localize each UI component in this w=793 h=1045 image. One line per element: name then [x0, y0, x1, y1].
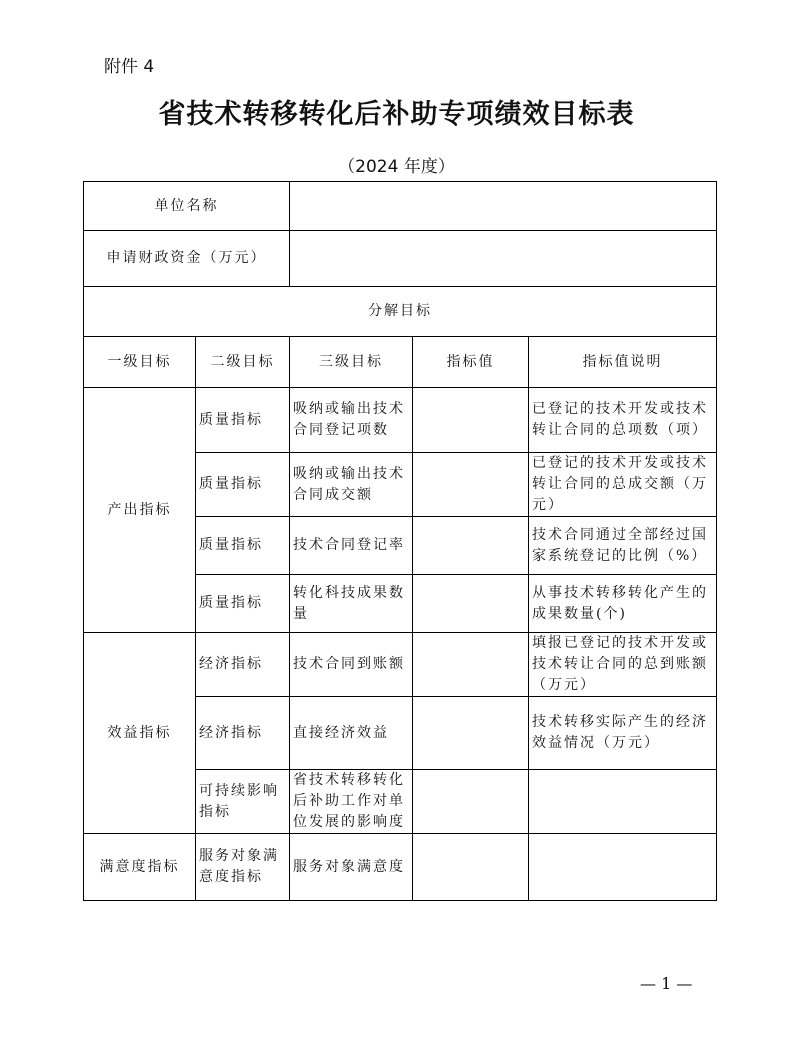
level3-cell: 技术合同登记率: [290, 517, 413, 575]
description-cell: 填报已登记的技术开发或技术转让合同的总到账额（万元）: [529, 633, 717, 697]
description-cell: 已登记的技术开发或技术转让合同的总项数（项）: [529, 388, 717, 453]
level2-cell: 质量指标: [196, 517, 290, 575]
level3-cell: 吸纳或输出技术合同成交额: [290, 453, 413, 517]
year-subtitle: （2024 年度）: [338, 157, 455, 177]
unit-name-row: [84, 182, 717, 231]
level2-cell: 质量指标: [196, 388, 290, 453]
column-header: 三级目标: [290, 337, 413, 388]
level3-cell: 省技术转移转化后补助工作对单位发展的影响度: [290, 770, 413, 834]
table-row: [84, 388, 717, 453]
column-header: 指标值: [413, 337, 529, 388]
level1-cell: 产出指标: [84, 388, 196, 633]
description-cell: 已登记的技术开发或技术转让合同的总成交额（万元）: [529, 453, 717, 517]
target-value-cell[interactable]: [413, 453, 529, 517]
table-row: [84, 633, 717, 697]
funds-label: 申请财政资金（万元）: [84, 231, 290, 287]
level2-cell: 质量指标: [196, 575, 290, 633]
performance-target-table: [83, 181, 717, 901]
target-value-cell[interactable]: [413, 834, 529, 901]
level1-cell: 效益指标: [84, 633, 196, 834]
target-value-cell[interactable]: [413, 633, 529, 697]
level2-cell: 质量指标: [196, 453, 290, 517]
level2-cell: 可持续影响指标: [196, 770, 290, 834]
level2-cell: 经济指标: [196, 633, 290, 697]
unit-name-field[interactable]: [290, 182, 717, 231]
column-header: 指标值说明: [529, 337, 717, 388]
column-header: 一级目标: [84, 337, 196, 388]
attachment-label: 附件 4: [104, 57, 155, 77]
description-cell: 技术转移实际产生的经济效益情况（万元）: [529, 697, 717, 770]
level2-cell: 经济指标: [196, 697, 290, 770]
level3-cell: 转化科技成果数量: [290, 575, 413, 633]
table-row: [84, 834, 717, 901]
page-title: 省技术转移转化后补助专项绩效目标表: [158, 99, 635, 130]
target-value-cell[interactable]: [413, 517, 529, 575]
section-header: 分解目标: [84, 287, 717, 337]
funds-row: [84, 231, 717, 287]
funds-field[interactable]: [290, 231, 717, 287]
section-header-row: [84, 287, 717, 337]
level2-cell: 服务对象满意度指标: [196, 834, 290, 901]
level1-cell: 满意度指标: [84, 834, 196, 901]
level3-cell: 直接经济效益: [290, 697, 413, 770]
target-value-cell[interactable]: [413, 575, 529, 633]
description-cell: 技术合同通过全部经过国家系统登记的比例（%）: [529, 517, 717, 575]
column-header-row: [84, 337, 717, 388]
level3-cell: 服务对象满意度: [290, 834, 413, 901]
description-cell[interactable]: [529, 770, 717, 834]
unit-name-label: 单位名称: [84, 182, 290, 231]
page-number: — 1 —: [640, 974, 693, 993]
target-value-cell[interactable]: [413, 388, 529, 453]
target-value-cell[interactable]: [413, 770, 529, 834]
level3-cell: 吸纳或输出技术合同登记项数: [290, 388, 413, 453]
target-value-cell[interactable]: [413, 697, 529, 770]
column-header: 二级目标: [196, 337, 290, 388]
description-cell[interactable]: [529, 834, 717, 901]
description-cell: 从事技术转移转化产生的成果数量(个): [529, 575, 717, 633]
level3-cell: 技术合同到账额: [290, 633, 413, 697]
